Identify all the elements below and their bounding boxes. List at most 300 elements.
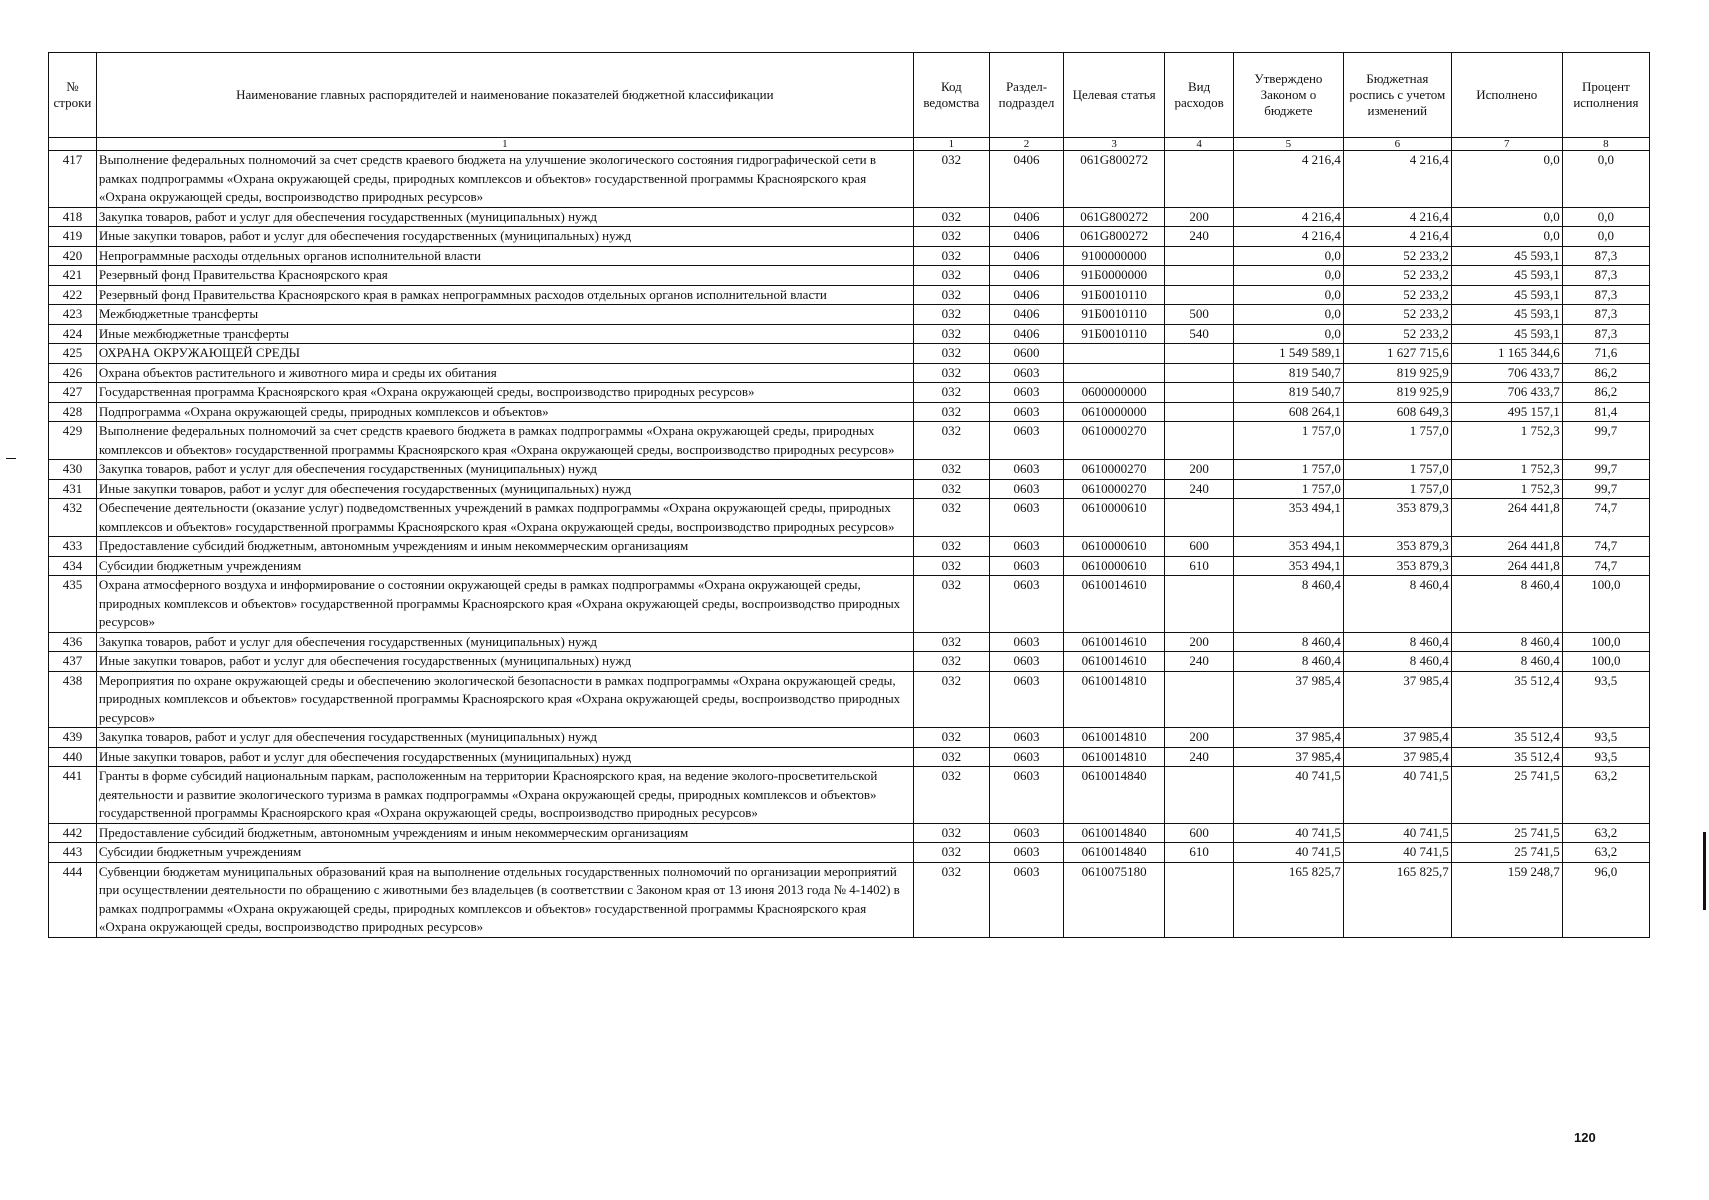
expense-type [1165,363,1234,383]
section-code: 0603 [989,479,1063,499]
approved-amount: 8 460,4 [1233,652,1343,672]
column-number: 1 [913,138,989,151]
executed-amount: 0,0 [1451,151,1562,208]
header-department-code: Код ведомства [913,53,989,138]
executed-amount: 35 512,4 [1451,671,1562,728]
item-name: Закупка товаров, работ и услуг для обеспечения государственных (муниципальных) нужд [96,632,913,652]
department-code: 032 [913,499,989,537]
item-name: Иные закупки товаров, работ и услуг для обеспечения государственных (муниципальных) нужд [96,747,913,767]
target-article: 0610014840 [1064,823,1165,843]
executed-amount: 8 460,4 [1451,576,1562,633]
section-code: 0406 [989,207,1063,227]
table-row [49,499,1650,537]
execution-percent: 74,7 [1562,499,1649,537]
section-code: 0603 [989,363,1063,383]
row-number: 433 [49,537,97,557]
column-number: 8 [1562,138,1649,151]
approved-amount: 819 540,7 [1233,383,1343,403]
item-name: Подпрограмма «Охрана окружающей среды, природных комплексов и объектов» [96,402,913,422]
table-row [49,843,1650,863]
department-code: 032 [913,460,989,480]
planned-amount: 40 741,5 [1343,843,1451,863]
department-code: 032 [913,843,989,863]
target-article: 0610000610 [1064,537,1165,557]
planned-amount: 1 757,0 [1343,422,1451,460]
section-code: 0406 [989,324,1063,344]
row-number: 436 [49,632,97,652]
header-row-number: № строки [49,53,97,138]
header-approved: Утверждено Законом о бюджете [1233,53,1343,138]
planned-amount: 52 233,2 [1343,246,1451,266]
item-name: Предоставление субсидий бюджетным, автономным учреждениям и иным некоммерческим организациям [96,537,913,557]
execution-percent: 63,2 [1562,767,1649,824]
expense-type: 240 [1165,479,1234,499]
budget-report-page [48,52,1650,938]
row-number: 443 [49,843,97,863]
expense-type: 600 [1165,537,1234,557]
planned-amount: 819 925,9 [1343,383,1451,403]
row-number: 440 [49,747,97,767]
item-name: ОХРАНА ОКРУЖАЮЩЕЙ СРЕДЫ [96,344,913,364]
section-code: 0406 [989,305,1063,325]
item-name: Закупка товаров, работ и услуг для обеспечения государственных (муниципальных) нужд [96,460,913,480]
execution-percent: 93,5 [1562,747,1649,767]
item-name: Непрограммные расходы отдельных органов исполнительной власти [96,246,913,266]
table-row [49,556,1650,576]
execution-percent: 87,3 [1562,285,1649,305]
approved-amount: 40 741,5 [1233,823,1343,843]
execution-percent: 0,0 [1562,227,1649,247]
row-number: 437 [49,652,97,672]
column-number: 7 [1451,138,1562,151]
planned-amount: 165 825,7 [1343,862,1451,937]
planned-amount: 52 233,2 [1343,266,1451,286]
department-code: 032 [913,207,989,227]
target-article: 9100000000 [1064,246,1165,266]
section-code: 0406 [989,285,1063,305]
target-article: 91Б0010110 [1064,285,1165,305]
section-code: 0603 [989,843,1063,863]
section-code: 0603 [989,499,1063,537]
approved-amount: 4 216,4 [1233,227,1343,247]
table-row [49,305,1650,325]
item-name: Субсидии бюджетным учреждениям [96,843,913,863]
planned-amount: 1 757,0 [1343,460,1451,480]
execution-percent: 93,5 [1562,728,1649,748]
table-row [49,747,1650,767]
planned-amount: 1 627 715,6 [1343,344,1451,364]
row-number: 425 [49,344,97,364]
table-row [49,151,1650,208]
column-number: 6 [1343,138,1451,151]
approved-amount: 8 460,4 [1233,632,1343,652]
expense-type: 610 [1165,843,1234,863]
executed-amount: 706 433,7 [1451,383,1562,403]
row-number: 432 [49,499,97,537]
target-article: 0610014610 [1064,632,1165,652]
executed-amount: 45 593,1 [1451,305,1562,325]
execution-percent: 0,0 [1562,207,1649,227]
column-numbers-row [49,138,1650,151]
section-code: 0603 [989,576,1063,633]
header-section: Раздел-подраздел [989,53,1063,138]
execution-percent: 87,3 [1562,305,1649,325]
row-number: 435 [49,576,97,633]
expense-type [1165,285,1234,305]
planned-amount: 353 879,3 [1343,499,1451,537]
department-code: 032 [913,767,989,824]
table-row [49,537,1650,557]
scan-margin-mark [1703,832,1706,910]
row-number: 444 [49,862,97,937]
planned-amount: 353 879,3 [1343,556,1451,576]
section-code: 0603 [989,402,1063,422]
item-name: Субвенции бюджетам муниципальных образований края на выполнение отдельных государственных полномочий по организации мероприятий при осуществлении деятельности по обращению с животными без владельцев (в соответствии с Законом края от 13 июня 2013 года № 4-1402) в рамках подпрограммы «Охрана окружающей среды, природных комплексов и объектов» государственной программы Красноярского края «Охрана окружающей среды, воспроизводство природных ресурсов» [96,862,913,937]
planned-amount: 37 985,4 [1343,728,1451,748]
row-number: 418 [49,207,97,227]
executed-amount: 45 593,1 [1451,246,1562,266]
department-code: 032 [913,402,989,422]
expense-type [1165,671,1234,728]
target-article: 91Б0000000 [1064,266,1165,286]
budget-execution-table [48,52,1650,938]
section-code: 0406 [989,151,1063,208]
section-code: 0406 [989,266,1063,286]
table-row [49,632,1650,652]
table-row [49,576,1650,633]
section-code: 0603 [989,460,1063,480]
row-number: 417 [49,151,97,208]
item-name: Закупка товаров, работ и услуг для обеспечения государственных (муниципальных) нужд [96,207,913,227]
header-percent: Процент исполнения [1562,53,1649,138]
page-number: 120 [1574,1130,1596,1145]
target-article: 0610000270 [1064,460,1165,480]
table-row [49,402,1650,422]
target-article: 0610000270 [1064,422,1165,460]
planned-amount: 37 985,4 [1343,671,1451,728]
department-code: 032 [913,285,989,305]
row-number: 429 [49,422,97,460]
executed-amount: 45 593,1 [1451,285,1562,305]
section-code: 0603 [989,767,1063,824]
approved-amount: 8 460,4 [1233,576,1343,633]
expense-type: 200 [1165,728,1234,748]
table-row [49,383,1650,403]
executed-amount: 495 157,1 [1451,402,1562,422]
item-name: Закупка товаров, работ и услуг для обеспечения государственных (муниципальных) нужд [96,728,913,748]
table-row [49,246,1650,266]
approved-amount: 0,0 [1233,285,1343,305]
department-code: 032 [913,862,989,937]
item-name: Иные закупки товаров, работ и услуг для обеспечения государственных (муниципальных) нужд [96,479,913,499]
executed-amount: 159 248,7 [1451,862,1562,937]
expense-type [1165,246,1234,266]
expense-type: 240 [1165,652,1234,672]
target-article: 0610000610 [1064,499,1165,537]
target-article: 061G800272 [1064,151,1165,208]
approved-amount: 40 741,5 [1233,767,1343,824]
item-name: Выполнение федеральных полномочий за счет средств краевого бюджета в рамках подпрограммы «Охрана окружающей среды, природных комплексов и объектов» государственной программы Красноярского края «Охрана окружающей среды, воспроизводство природных ресурсов» [96,422,913,460]
executed-amount: 264 441,8 [1451,499,1562,537]
department-code: 032 [913,728,989,748]
column-number: 2 [989,138,1063,151]
row-number: 420 [49,246,97,266]
section-code: 0603 [989,747,1063,767]
expense-type: 200 [1165,632,1234,652]
department-code: 032 [913,266,989,286]
table-row [49,344,1650,364]
execution-percent: 99,7 [1562,479,1649,499]
item-name: Резервный фонд Правительства Красноярского края в рамках непрограммных расходов отдельных органов исполнительной власти [96,285,913,305]
approved-amount: 4 216,4 [1233,151,1343,208]
section-code: 0603 [989,652,1063,672]
table-row [49,479,1650,499]
expense-type: 240 [1165,227,1234,247]
department-code: 032 [913,422,989,460]
approved-amount: 37 985,4 [1233,728,1343,748]
row-number: 424 [49,324,97,344]
executed-amount: 1 165 344,6 [1451,344,1562,364]
expense-type: 200 [1165,460,1234,480]
item-name: Резервный фонд Правительства Красноярского края [96,266,913,286]
department-code: 032 [913,344,989,364]
execution-percent: 86,2 [1562,363,1649,383]
target-article: 0610075180 [1064,862,1165,937]
expense-type [1165,499,1234,537]
execution-percent: 87,3 [1562,266,1649,286]
section-code: 0603 [989,671,1063,728]
target-article: 0610000000 [1064,402,1165,422]
approved-amount: 1 757,0 [1233,460,1343,480]
row-number: 428 [49,402,97,422]
executed-amount: 1 752,3 [1451,479,1562,499]
row-number: 422 [49,285,97,305]
approved-amount: 0,0 [1233,324,1343,344]
executed-amount: 35 512,4 [1451,747,1562,767]
executed-amount: 35 512,4 [1451,728,1562,748]
row-number: 439 [49,728,97,748]
row-number: 427 [49,383,97,403]
target-article: 0610014810 [1064,671,1165,728]
executed-amount: 264 441,8 [1451,556,1562,576]
department-code: 032 [913,479,989,499]
planned-amount: 52 233,2 [1343,324,1451,344]
column-number [49,138,97,151]
item-name: Иные межбюджетные трансферты [96,324,913,344]
section-code: 0603 [989,422,1063,460]
header-target-article: Целевая статья [1064,53,1165,138]
execution-percent: 74,7 [1562,556,1649,576]
executed-amount: 1 752,3 [1451,460,1562,480]
section-code: 0406 [989,227,1063,247]
header-row [49,53,1650,138]
expense-type [1165,422,1234,460]
target-article: 0610000610 [1064,556,1165,576]
section-code: 0406 [989,246,1063,266]
approved-amount: 353 494,1 [1233,537,1343,557]
planned-amount: 1 757,0 [1343,479,1451,499]
execution-percent: 71,6 [1562,344,1649,364]
approved-amount: 37 985,4 [1233,671,1343,728]
execution-percent: 96,0 [1562,862,1649,937]
approved-amount: 0,0 [1233,305,1343,325]
department-code: 032 [913,363,989,383]
item-name: Охрана атмосферного воздуха и информирование о состоянии окружающей среды в рамках подпрограммы «Охрана окружающей среды, природных комплексов и объектов» государственной программы Красноярского края «Охрана окружающей среды, воспроизводство природных ресурсов» [96,576,913,633]
item-name: Предоставление субсидий бюджетным, автономным учреждениям и иным некоммерческим организациям [96,823,913,843]
row-number: 434 [49,556,97,576]
section-code: 0603 [989,383,1063,403]
item-name: Субсидии бюджетным учреждениям [96,556,913,576]
table-row [49,363,1650,383]
executed-amount: 25 741,5 [1451,843,1562,863]
expense-type: 200 [1165,207,1234,227]
execution-percent: 63,2 [1562,823,1649,843]
table-row [49,767,1650,824]
planned-amount: 819 925,9 [1343,363,1451,383]
row-number: 423 [49,305,97,325]
table-row [49,460,1650,480]
executed-amount: 25 741,5 [1451,767,1562,824]
target-article: 0610014840 [1064,843,1165,863]
department-code: 032 [913,671,989,728]
execution-percent: 87,3 [1562,246,1649,266]
executed-amount: 8 460,4 [1451,652,1562,672]
planned-amount: 8 460,4 [1343,632,1451,652]
row-number: 430 [49,460,97,480]
target-article: 0600000000 [1064,383,1165,403]
table-row [49,823,1650,843]
section-code: 0603 [989,728,1063,748]
planned-amount: 40 741,5 [1343,823,1451,843]
executed-amount: 0,0 [1451,227,1562,247]
department-code: 032 [913,632,989,652]
table-row [49,285,1650,305]
execution-percent: 0,0 [1562,151,1649,208]
planned-amount: 40 741,5 [1343,767,1451,824]
approved-amount: 353 494,1 [1233,556,1343,576]
execution-percent: 86,2 [1562,383,1649,403]
executed-amount: 25 741,5 [1451,823,1562,843]
table-row [49,728,1650,748]
item-name: Иные закупки товаров, работ и услуг для обеспечения государственных (муниципальных) нужд [96,227,913,247]
planned-amount: 52 233,2 [1343,285,1451,305]
scan-margin-mark [6,458,16,459]
planned-amount: 608 649,3 [1343,402,1451,422]
department-code: 032 [913,652,989,672]
approved-amount: 4 216,4 [1233,207,1343,227]
department-code: 032 [913,151,989,208]
planned-amount: 4 216,4 [1343,207,1451,227]
table-row [49,862,1650,937]
approved-amount: 40 741,5 [1233,843,1343,863]
item-name: Мероприятия по охране окружающей среды и обеспечению экологической безопасности в рамках подпрограммы «Охрана окружающей среды, природных комплексов и объектов» государственной программы Красноярского края «Охрана окружающей среды, воспроизводство природных ресурсов» [96,671,913,728]
table-row [49,652,1650,672]
row-number: 442 [49,823,97,843]
department-code: 032 [913,305,989,325]
section-code: 0603 [989,632,1063,652]
planned-amount: 4 216,4 [1343,227,1451,247]
row-number: 438 [49,671,97,728]
expense-type: 240 [1165,747,1234,767]
expense-type [1165,266,1234,286]
department-code: 032 [913,823,989,843]
target-article: 061G800272 [1064,227,1165,247]
section-code: 0603 [989,823,1063,843]
column-number: 4 [1165,138,1234,151]
expense-type [1165,402,1234,422]
expense-type [1165,383,1234,403]
target-article: 0610000270 [1064,479,1165,499]
target-article: 0610014810 [1064,747,1165,767]
table-row [49,422,1650,460]
item-name: Гранты в форме субсидий национальным паркам, расположенным на территории Красноярского края, на ведение эколого-просветительской деятельности и развитие экологического туризма в рамках подпрограммы «Охрана окружающей среды, природных комплексов и объектов» государственной программы Красноярского края «Охрана окружающей среды, воспроизводство природных ресурсов» [96,767,913,824]
execution-percent: 100,0 [1562,632,1649,652]
approved-amount: 1 757,0 [1233,479,1343,499]
executed-amount: 706 433,7 [1451,363,1562,383]
execution-percent: 99,7 [1562,422,1649,460]
executed-amount: 1 752,3 [1451,422,1562,460]
approved-amount: 37 985,4 [1233,747,1343,767]
item-name: Выполнение федеральных полномочий за счет средств краевого бюджета на улучшение экологического состояния гидрографической сети в рамках подпрограммы «Охрана окружающей среды, природных комплексов и объектов» государственной программы Красноярского края «Охрана окружающей среды, воспроизводство природных ресурсов» [96,151,913,208]
target-article: 0610014810 [1064,728,1165,748]
planned-amount: 37 985,4 [1343,747,1451,767]
execution-percent: 99,7 [1562,460,1649,480]
approved-amount: 1 549 589,1 [1233,344,1343,364]
item-name: Иные закупки товаров, работ и услуг для обеспечения государственных (муниципальных) нужд [96,652,913,672]
department-code: 032 [913,537,989,557]
approved-amount: 165 825,7 [1233,862,1343,937]
expense-type: 540 [1165,324,1234,344]
approved-amount: 0,0 [1233,266,1343,286]
item-name: Межбюджетные трансферты [96,305,913,325]
target-article: 0610014840 [1064,767,1165,824]
planned-amount: 4 216,4 [1343,151,1451,208]
target-article [1064,363,1165,383]
row-number: 431 [49,479,97,499]
department-code: 032 [913,383,989,403]
header-planned: Бюджетная роспись с учетом изменений [1343,53,1451,138]
department-code: 032 [913,556,989,576]
department-code: 032 [913,576,989,633]
expense-type: 500 [1165,305,1234,325]
column-number: 5 [1233,138,1343,151]
row-number: 419 [49,227,97,247]
item-name: Охрана объектов растительного и животного мира и среды их обитания [96,363,913,383]
header-executed: Исполнено [1451,53,1562,138]
execution-percent: 63,2 [1562,843,1649,863]
department-code: 032 [913,246,989,266]
expense-type [1165,151,1234,208]
section-code: 0603 [989,537,1063,557]
execution-percent: 74,7 [1562,537,1649,557]
target-article: 91Б0010110 [1064,324,1165,344]
table-body [49,151,1650,938]
approved-amount: 353 494,1 [1233,499,1343,537]
table-row [49,266,1650,286]
execution-percent: 100,0 [1562,576,1649,633]
expense-type [1165,767,1234,824]
table-row [49,324,1650,344]
execution-percent: 87,3 [1562,324,1649,344]
department-code: 032 [913,324,989,344]
target-article: 91Б0010110 [1064,305,1165,325]
department-code: 032 [913,747,989,767]
target-article: 0610014610 [1064,576,1165,633]
header-expense-type: Вид расходов [1165,53,1234,138]
expense-type: 600 [1165,823,1234,843]
section-code: 0603 [989,556,1063,576]
executed-amount: 45 593,1 [1451,266,1562,286]
